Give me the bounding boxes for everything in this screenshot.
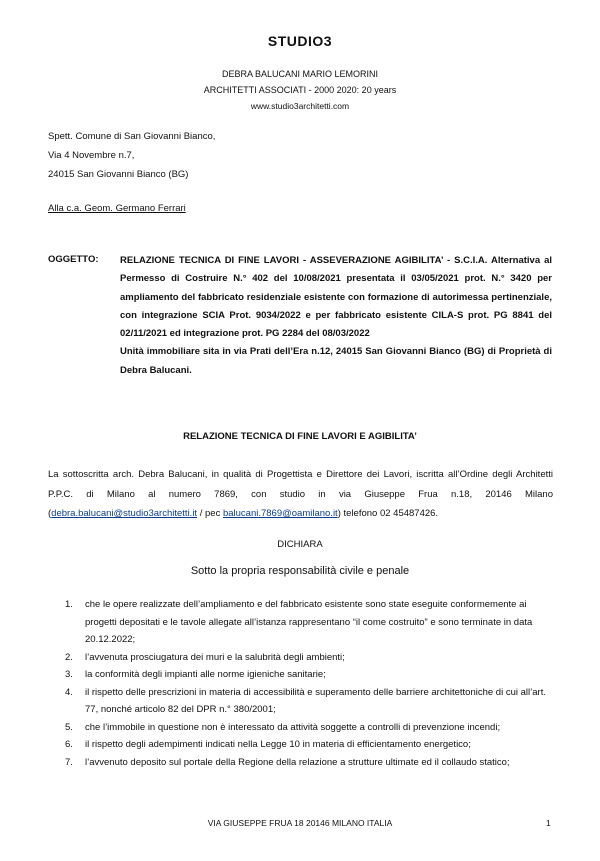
intro-text-before: La sottoscritta arch. Debra Balucani, in qualità di Progettista e Direttore dei Lavori, iscritta all’Ordine degli Architetti P.P.C. di Milano al numero 7869, con studio in via Giuseppe Frua n.18, 20146 Milano (: [48, 469, 553, 519]
subject-label: OGGETTO:: [48, 254, 99, 265]
list-item-number: 1.: [65, 599, 73, 610]
list-item-text: l’avvenuto deposito sul portale della Regione della relazione a strutture ultimate ed il collaudo statico;: [85, 756, 510, 768]
list-item-number: 3.: [65, 669, 73, 680]
list-item: [65, 754, 553, 772]
recipient-attention: Alla c.a. Geom. Germano Ferrari: [48, 203, 186, 214]
studio-website: www.studio3architetti.com: [250, 101, 350, 111]
list-item-number: 6.: [65, 739, 73, 750]
list-item-number: 2.: [65, 651, 73, 663]
list-item-text: l’avvenuta prosciugatura dei muri e la salubrità degli ambienti;: [85, 651, 345, 663]
list-item: [65, 684, 553, 719]
section-title: RELAZIONE TECNICA DI FINE LAVORI E AGIBILITA’: [183, 431, 417, 442]
email-link[interactable]: debra.balucani@studio3architetti.it: [51, 508, 198, 519]
list-item-text: il rispetto delle prescrizioni in materia di accessibilità e superamento delle barriere architettoniche di cui all’art. 77, nonché articolo 82 del DPR n.° 380/2001;: [85, 686, 546, 715]
list-item: [65, 596, 553, 649]
recipient-line-1: Spett. Comune di San Giovanni Bianco,: [48, 131, 216, 142]
recipient-line-3: 24015 San Giovanni Bianco (BG): [48, 169, 189, 180]
subject-body: [120, 252, 552, 380]
responsibility-line: Sotto la propria responsabilità civile e penale: [190, 565, 410, 577]
list-item-text: la conformità degli impianti alle norme igieniche sanitarie;: [85, 669, 326, 680]
list-item-text: il rispetto degli adempimenti indicati nella Legge 10 in materia di efficientamento energetico;: [85, 739, 471, 750]
list-item: [65, 666, 553, 684]
intro-separator: / pec: [197, 508, 223, 519]
declaration-heading: DICHIARA: [277, 539, 323, 550]
list-item-text: che le opere realizzate dell’ampliamento e del fabbricato esistente sono state eseguite conformemente ai progetti depositati e le tavole allegate all’istanza rappresentano “il come costruito” e sono terminate in data 20.12.2022;: [85, 599, 533, 645]
subject-paragraph-2: Unità immobiliare sita in via Prati dell’Era n.12, 24015 San Giovanni Bianco (BG) di Proprietà di Debra Balucani.: [120, 346, 552, 376]
recipient-line-2: Via 4 Novembre n.7,: [48, 150, 135, 161]
list-item: [65, 736, 553, 754]
page-number: 1: [546, 818, 551, 828]
intro-text-after: ) telefono 02 45487426.: [337, 508, 439, 519]
intro-paragraph: [48, 465, 553, 524]
studio-brand: STUDIO3: [267, 33, 333, 49]
list-item: [65, 649, 553, 667]
declaration-list: [65, 596, 553, 771]
studio-subtitle: ARCHITETTI ASSOCIATI - 2000 2020: 20 years: [203, 85, 397, 95]
list-item-number: 4.: [65, 686, 73, 698]
list-item-number: 5.: [65, 721, 73, 733]
architects-names: DEBRA BALUCANI MARIO LEMORINI: [221, 69, 379, 79]
list-item-text: che l’immobile in questione non è interessato da attività soggette a controlli di prevenzione incendi;: [85, 721, 501, 733]
footer-address: VIA GIUSEPPE FRUA 18 20146 MILANO ITALIA: [207, 818, 393, 828]
subject-paragraph-1: RELAZIONE TECNICA DI FINE LAVORI - ASSEVERAZIONE AGIBILITA’ - S.C.I.A. Alternativa al Permesso di Costruire N.° 402 del 10/08/2021 presentata il 03/05/2021 prot. N.° 3420 per ampliamento del fabbricato residenziale esistente con formazione di autorimessa pertinenziale, con integrazione SCIA Prot. 9034/2022 e per fabbricato esistente CILA-S prot. PG 8841 del 02/11/2021 ed integrazione prot. PG 2284 del 08/03/2022: [120, 255, 552, 340]
list-item-number: 7.: [65, 756, 73, 768]
pec-email-link[interactable]: balucani.7869@oamilano.it: [222, 508, 338, 519]
list-item: [65, 719, 553, 737]
